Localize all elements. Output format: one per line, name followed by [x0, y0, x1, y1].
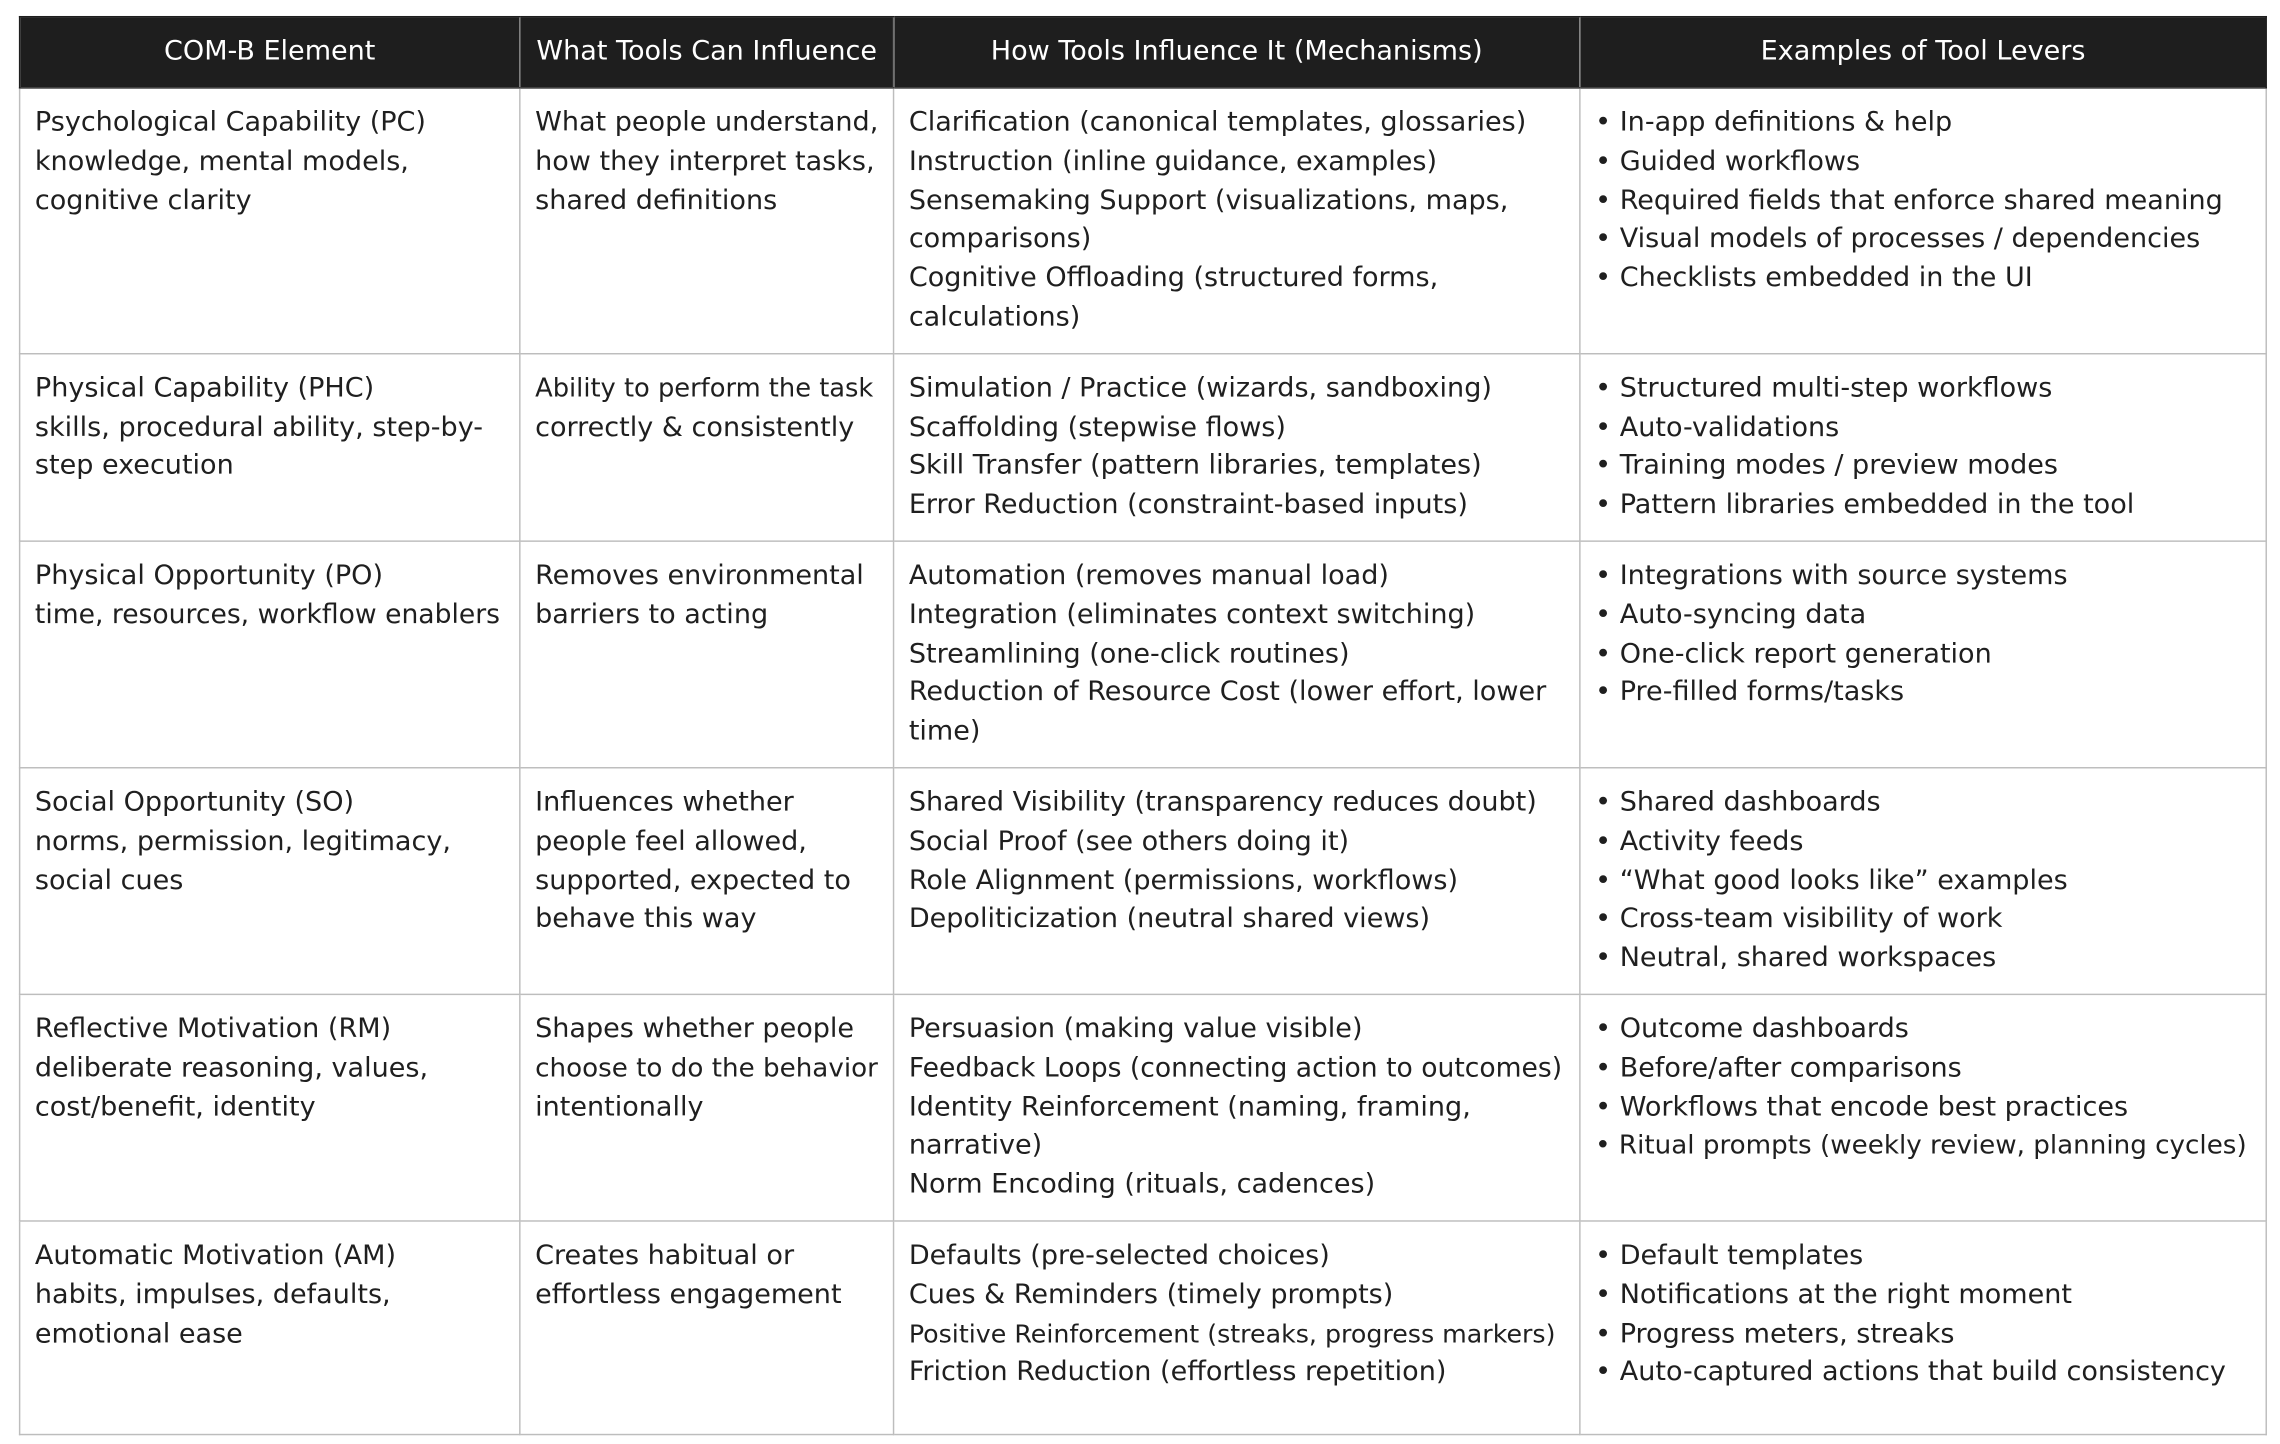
mechanism-text: Scaffolding (stepwise flows) [908, 411, 1286, 443]
lever-item: • Auto-syncing data [1595, 597, 2251, 636]
mechanism-text: Depoliticization (neutral shared views) [908, 904, 1431, 935]
influence-text: choose to do the behavior [535, 1052, 878, 1084]
table-body [20, 88, 2267, 1435]
mechanism-text: narrative) [908, 1130, 1043, 1162]
mechanisms-cell [894, 541, 1580, 768]
mechanism-text: time) [908, 716, 981, 747]
mechanism-text: Shared Visibility (transparency reduces doubt) [908, 787, 1537, 818]
lever-item: • Guided workflows [1595, 144, 2251, 183]
element-cell [20, 88, 520, 354]
influence-text: shared definitions [535, 185, 778, 216]
element-cell [20, 353, 520, 541]
lever-item: • Structured multi-step workflows [1595, 370, 2251, 409]
mechanism-text: calculations) [908, 302, 1081, 333]
influence-text: barriers to acting [535, 599, 769, 631]
mechanism-text: Norm Encoding (rituals, cadences) [908, 1169, 1376, 1201]
influence-text: supported, expected to [535, 865, 851, 896]
mechanisms-cell [894, 994, 1580, 1221]
influence-text: Creates habitual or [535, 1240, 795, 1271]
lever-item: • “What good looks like” examples [1595, 862, 2251, 901]
levers-cell [1580, 1221, 2266, 1435]
influence-text: effortless engagement [535, 1279, 842, 1310]
element-name: Psychological Capability (PC) [34, 107, 426, 139]
mechanism-text: Streamlining (one-click routines) [908, 638, 1350, 670]
element-name: Physical Capability (PHC) [34, 373, 375, 404]
mechanism-text: Instruction (inline guidance, examples) [908, 146, 1438, 177]
influence-cell [520, 768, 894, 995]
element-name: Automatic Motivation (AM) [34, 1240, 397, 1271]
lever-item: • Shared dashboards [1595, 784, 2251, 823]
element-cell [20, 1221, 520, 1435]
influence-text: Influences whether [535, 787, 794, 818]
mechanism-text: Skill Transfer (pattern libraries, templates) [908, 450, 1482, 482]
levers-cell [1580, 353, 2266, 541]
header-mechanisms: How Tools Influence It (Mechanisms) [894, 17, 1580, 88]
mechanism-text: Positive Reinforcement (streaks, progress markers) [908, 1319, 1556, 1349]
element-description: emotional ease [34, 1318, 243, 1349]
mechanism-text: Sensemaking Support (visualizations, maps, [908, 185, 1509, 216]
mechanism-text: Error Reduction (constraint-based inputs) [908, 489, 1468, 521]
lever-item: • Ritual prompts (weekly review, planning cycles) [1595, 1128, 2251, 1167]
element-description: skills, procedural ability, step-by- [34, 411, 484, 443]
mechanism-text: Simulation / Practice (wizards, sandboxing) [908, 373, 1492, 404]
element-cell [20, 768, 520, 995]
element-name: Social Opportunity (SO) [34, 787, 355, 818]
element-description: norms, permission, legitimacy, [34, 826, 451, 857]
influence-text: Shapes whether people [535, 1013, 855, 1045]
mechanism-text: Reduction of Resource Cost (lower effort, lower [908, 677, 1547, 708]
influence-cell [520, 88, 894, 354]
com-b-table [19, 16, 2267, 1435]
influence-text: Removes environmental [535, 560, 864, 592]
mechanism-text: Cues & Reminders (timely prompts) [908, 1279, 1394, 1310]
lever-item: • Cross-team visibility of work [1595, 901, 2251, 940]
influence-text: correctly & consistently [535, 411, 855, 443]
lever-item: • In-app definitions & help [1595, 105, 2251, 144]
element-description: step execution [34, 450, 234, 482]
influence-cell [520, 541, 894, 768]
levers-cell [1580, 768, 2266, 995]
mechanism-text: Automation (removes manual load) [908, 560, 1389, 592]
header-what-tools-can-influence: What Tools Can Influence [520, 17, 894, 88]
lever-item: • One-click report generation [1595, 636, 2251, 675]
influence-text: What people understand, [535, 107, 879, 139]
element-description: cost/benefit, identity [34, 1091, 316, 1123]
table-row-automatic-motivation [20, 1221, 2267, 1435]
lever-item: • Visual models of processes / dependencies [1595, 221, 2251, 260]
lever-item: • Progress meters, streaks [1595, 1315, 2251, 1354]
mechanism-text: Feedback Loops (connecting action to outcomes) [908, 1052, 1563, 1084]
header-com-b-element: COM-B Element [20, 17, 520, 88]
table-row-reflective-motivation [20, 994, 2267, 1221]
mechanism-text: comparisons) [908, 224, 1092, 255]
lever-item: • Pre-filled forms/tasks [1595, 675, 2251, 714]
lever-item: • Checklists embedded in the UI [1595, 260, 2251, 299]
table-row-physical-opportunity [20, 541, 2267, 768]
element-description: knowledge, mental models, [34, 146, 409, 177]
mechanism-text: Social Proof (see others doing it) [908, 826, 1350, 857]
lever-item: • Integrations with source systems [1595, 558, 2251, 597]
mechanisms-cell [894, 353, 1580, 541]
mechanisms-cell [894, 1221, 1580, 1435]
mechanism-text: Integration (eliminates context switching) [908, 599, 1476, 631]
element-cell [20, 541, 520, 768]
table-row-psychological-capability [20, 88, 2267, 354]
lever-item: • Before/after comparisons [1595, 1050, 2251, 1089]
lever-item: • Notifications at the right moment [1595, 1277, 2251, 1316]
table-header [20, 17, 2267, 88]
lever-item: • Pattern libraries embedded in the tool [1595, 487, 2251, 526]
table-row-physical-capability [20, 353, 2267, 541]
levers-cell [1580, 994, 2266, 1221]
lever-item: • Auto-validations [1595, 409, 2251, 448]
influence-text: people feel allowed, [535, 826, 807, 857]
lever-item: • Outcome dashboards [1595, 1011, 2251, 1050]
influence-text: Ability to perform the task [535, 374, 874, 404]
element-description: deliberate reasoning, values, [34, 1052, 429, 1084]
influence-text: how they interpret tasks, [535, 146, 875, 177]
lever-item: • Workflows that encode best practices [1595, 1089, 2251, 1128]
lever-item: • Default templates [1595, 1238, 2251, 1277]
lever-item: • Neutral, shared workspaces [1595, 940, 2251, 979]
element-name: Reflective Motivation (RM) [34, 1013, 392, 1045]
influence-text: intentionally [535, 1091, 704, 1123]
influence-cell [520, 1221, 894, 1435]
element-description: cognitive clarity [34, 185, 252, 216]
levers-cell [1580, 88, 2266, 354]
header-tool-levers: Examples of Tool Levers [1580, 17, 2266, 88]
mechanism-text: Persuasion (making value visible) [908, 1013, 1363, 1045]
lever-item: • Activity feeds [1595, 823, 2251, 862]
element-description: time, resources, workflow enablers [34, 599, 501, 631]
mechanism-text: Cognitive Offloading (structured forms, [908, 263, 1439, 294]
mechanisms-cell [894, 768, 1580, 995]
influence-cell [520, 994, 894, 1221]
table-row-social-opportunity [20, 768, 2267, 995]
element-description: social cues [34, 865, 184, 896]
influence-cell [520, 353, 894, 541]
element-description: habits, impulses, defaults, [34, 1279, 391, 1310]
lever-item: • Auto-captured actions that build consistency [1595, 1354, 2251, 1393]
levers-cell [1580, 541, 2266, 768]
element-name: Physical Opportunity (PO) [34, 560, 384, 592]
element-cell [20, 994, 520, 1221]
mechanism-text: Clarification (canonical templates, glossaries) [908, 107, 1527, 139]
lever-item: • Training modes / preview modes [1595, 448, 2251, 487]
mechanism-text: Friction Reduction (effortless repetition) [908, 1357, 1447, 1388]
mechanisms-cell [894, 88, 1580, 354]
influence-text: behave this way [535, 904, 757, 935]
header-row [20, 17, 2267, 88]
lever-item: • Required fields that enforce shared meaning [1595, 182, 2251, 221]
mechanism-text: Role Alignment (permissions, workflows) [908, 865, 1459, 896]
mechanism-text: Identity Reinforcement (naming, framing, [908, 1091, 1471, 1123]
mechanism-text: Defaults (pre-selected choices) [908, 1240, 1330, 1271]
